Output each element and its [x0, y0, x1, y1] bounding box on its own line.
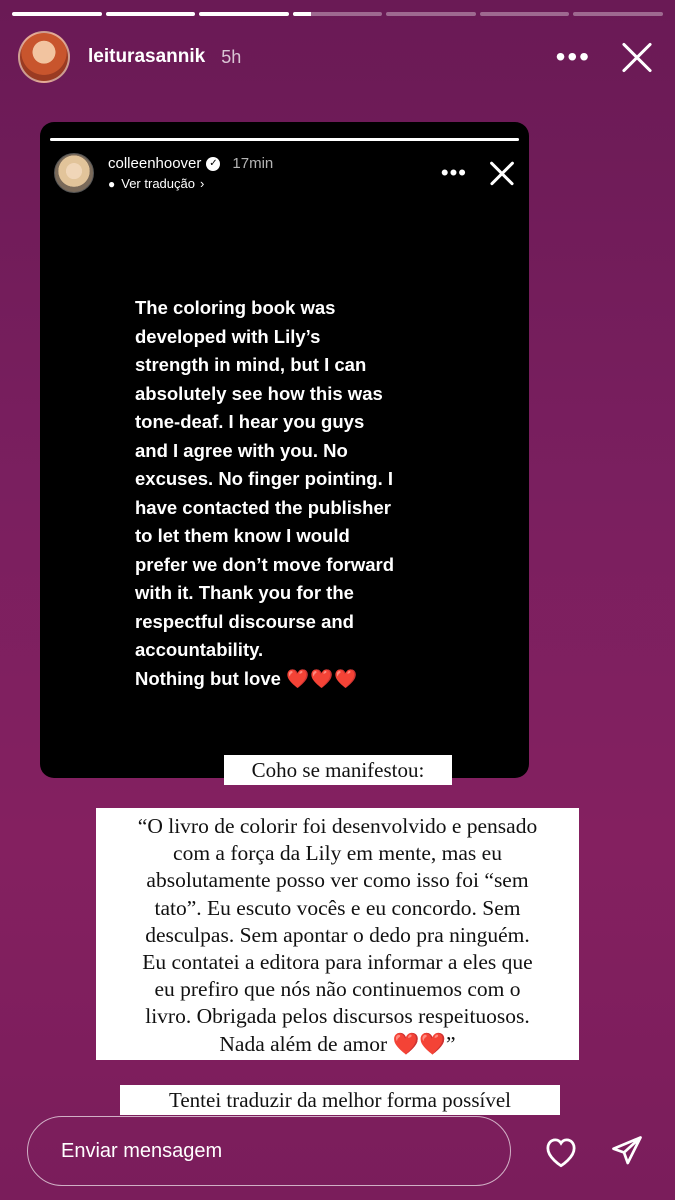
progress-segment: [573, 12, 663, 16]
heart-icon[interactable]: [541, 1131, 581, 1171]
story-progress-bar: [12, 12, 663, 16]
speech-bubble-icon: ●: [108, 176, 116, 191]
reply-bar: [0, 1115, 675, 1187]
username[interactable]: leiturasannik: [88, 46, 206, 67]
statement-text: The coloring book was developed with Lily’s strength in mind, but I can absolutely see how this was tone-deaf. I hear you guys and I agree with you. No excuses. No finger pointing. I have contacted the publisher to let them know I would prefer we don’t move forward with it. Thank you for the respectful discourse and accountability. Nothing but love ❤️❤️❤️: [135, 297, 395, 689]
hearts-emoji: ❤️❤️❤️: [286, 667, 359, 689]
see-translation-link: Ver tradução: [121, 176, 195, 191]
shared-story-progress: [50, 138, 519, 141]
progress-segment: [106, 12, 196, 16]
shared-close-icon: [489, 160, 515, 186]
note-caption: Tentei traduzir da melhor forma possível: [120, 1085, 560, 1115]
story-header: [18, 30, 657, 84]
shared-avatar: [54, 153, 94, 193]
avatar[interactable]: [18, 31, 70, 83]
verified-badge-icon: ✓: [206, 157, 220, 171]
post-time: 5h: [221, 46, 242, 67]
send-message-input[interactable]: Enviar mensagem: [27, 1116, 511, 1186]
chevron-right-icon: ›: [199, 176, 205, 191]
shared-story-screenshot: [40, 122, 529, 778]
progress-segment: [480, 12, 570, 16]
ellipsis-icon[interactable]: •••: [555, 41, 591, 72]
shared-story-header: [54, 152, 515, 194]
shared-username: colleenhoover: [108, 155, 202, 172]
shared-post-time: 17min: [232, 155, 274, 172]
progress-segment: [293, 12, 383, 16]
progress-segment: [199, 12, 289, 16]
shared-ellipsis-icon: •••: [440, 160, 467, 185]
close-icon[interactable]: [621, 41, 653, 73]
intro-caption: Coho se manifestou:: [224, 755, 452, 785]
progress-segment: [386, 12, 476, 16]
translation-caption: “O livro de colorir foi desenvolvido e pensado com a força da Lily em mente, mas eu absolutamente posso ver como isso foi “sem tato”. Eu escuto vocês e eu concordo. Sem desculpas. Sem apontar o dedo pra ninguém. Eu contatei a editora para informar a eles que eu prefiro que nós não continuemos com o livro. Obrigada pelos discursos respeituosos. Nada além de amor ❤️❤️”: [96, 808, 579, 1060]
send-icon[interactable]: [607, 1131, 647, 1171]
progress-segment: [12, 12, 102, 16]
